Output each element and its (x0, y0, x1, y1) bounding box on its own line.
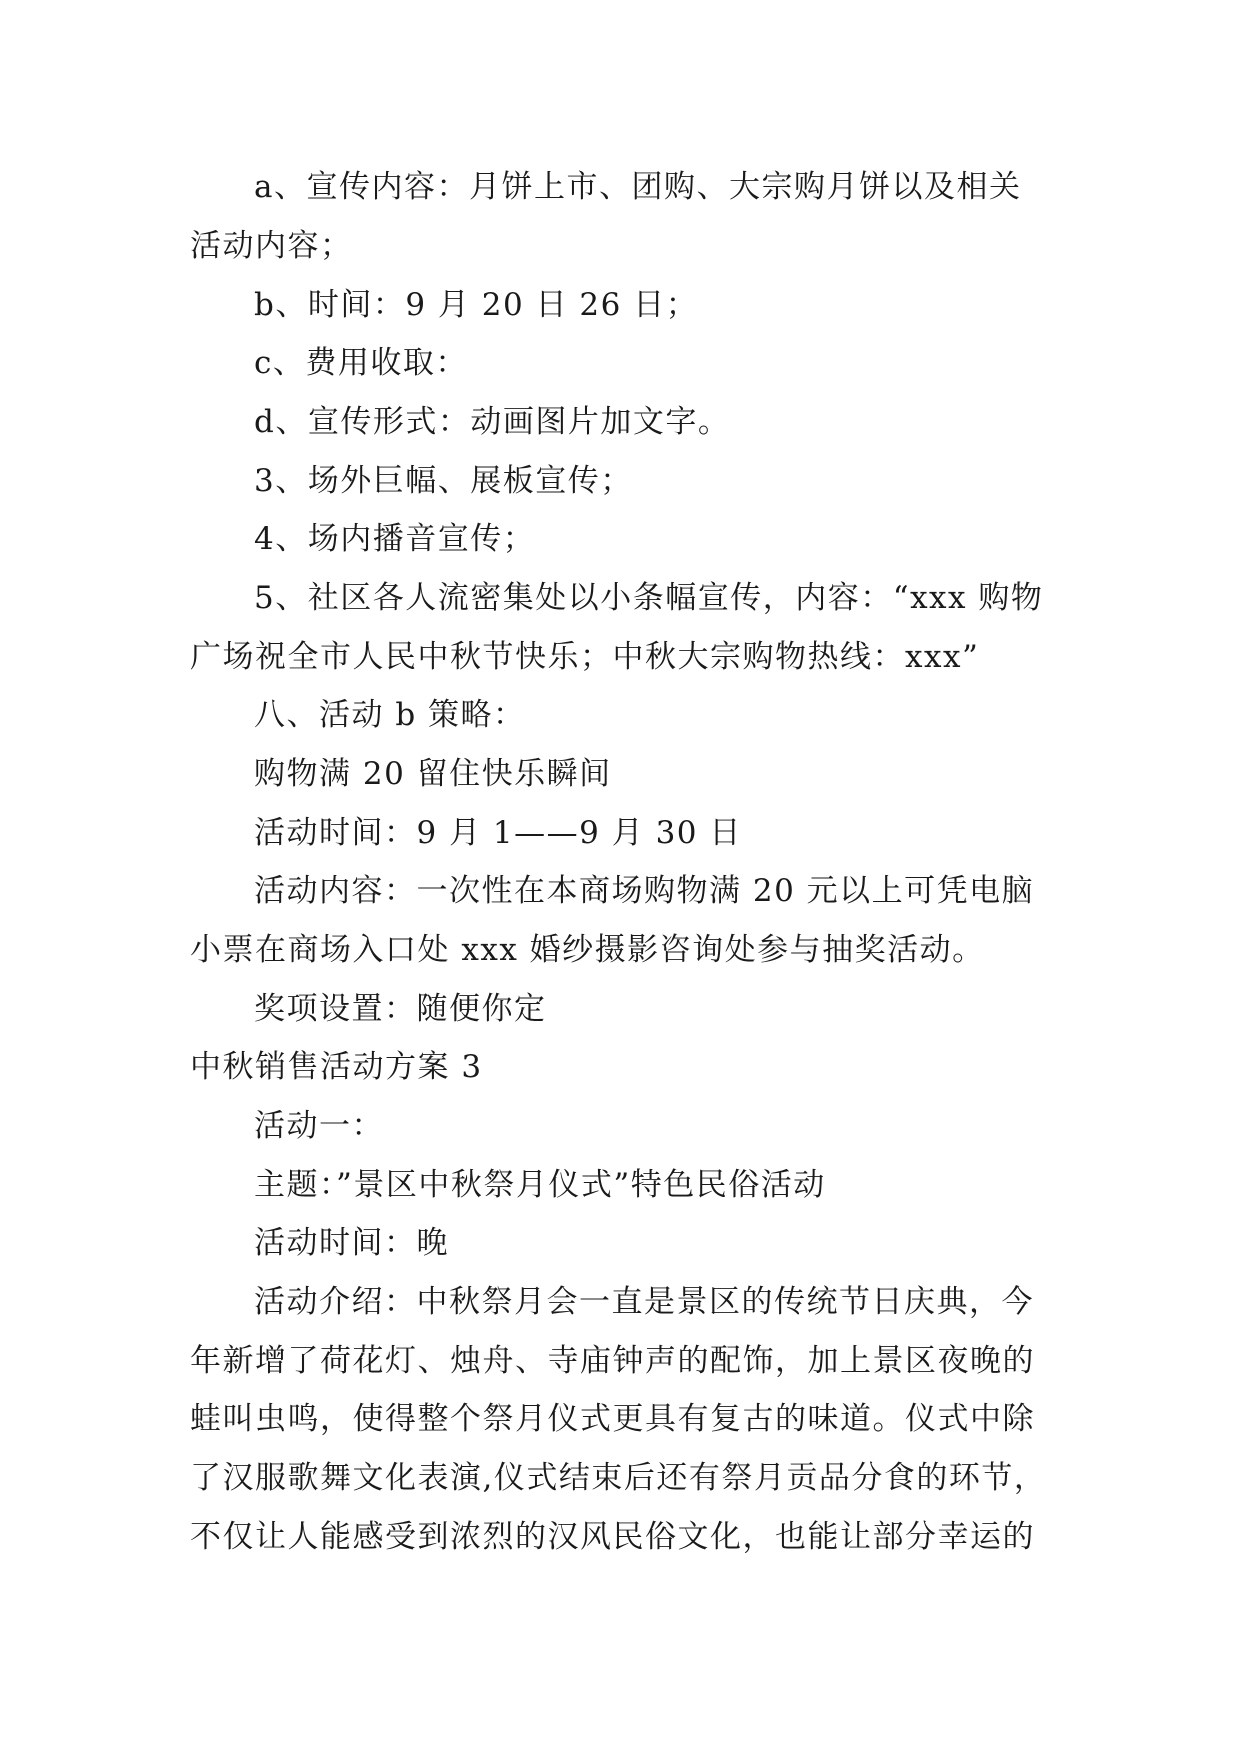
paragraph-line: d、宣传形式：动画图片加文字。 (254, 404, 731, 440)
paragraph-line: c、费用收取： (254, 345, 468, 381)
paragraph-line: 主题：”景区中秋祭月仪式”特色民俗活动 (254, 1167, 826, 1203)
paragraph-line: 不仅让人能感受到浓烈的汉风民俗文化，也能让部分幸运的 (190, 1519, 1035, 1555)
paragraph-line: 活动内容：一次性在本商场购物满 20 元以上可凭电脑 (254, 873, 1035, 909)
paragraph-line: 八、活动 b 策略： (254, 697, 526, 733)
paragraph-line: 奖项设置：随便你定 (254, 991, 547, 1027)
paragraph-line: 3、场外巨幅、展板宣传； (254, 463, 633, 499)
paragraph-line: 5、社区各人流密集处以小条幅宣传，内容：“xxx 购物 (254, 580, 1044, 616)
paragraph-line: a、宣传内容：月饼上市、团购、大宗购月饼以及相关 (254, 169, 1022, 205)
paragraph-line: b、时间：9 月 20 日 26 日； (254, 287, 699, 323)
paragraph-line: 活动一： (254, 1108, 384, 1144)
paragraph-line: 蛙叫虫鸣，使得整个祭月仪式更具有复古的味道。仪式中除 (190, 1401, 1035, 1437)
paragraph-line: 了汉服歌舞文化表演,仪式结束后还有祭月贡品分食的环节， (190, 1460, 1047, 1496)
section-heading: 中秋销售活动方案 3 (190, 1049, 483, 1085)
paragraph-line: 年新增了荷花灯、烛舟、寺庙钟声的配饰，加上景区夜晚的 (190, 1343, 1035, 1379)
paragraph-line: 购物满 20 留住快乐瞬间 (254, 756, 612, 792)
paragraph-line: 4、场内播音宣传； (254, 521, 536, 557)
paragraph-line: 活动时间：9 月 1——9 月 30 日 (254, 815, 742, 851)
paragraph-line: 广场祝全市人民中秋节快乐；中秋大宗购物热线：xxx” (190, 639, 980, 675)
paragraph-line: 小票在商场入口处 xxx 婚纱摄影咨询处参与抽奖活动。 (190, 932, 985, 968)
paragraph-line: 活动内容； (190, 228, 353, 264)
paragraph-line: 活动介绍：中秋祭月会一直是景区的传统节日庆典，今 (254, 1284, 1034, 1320)
paragraph-line: 活动时间：晚 (254, 1225, 449, 1261)
